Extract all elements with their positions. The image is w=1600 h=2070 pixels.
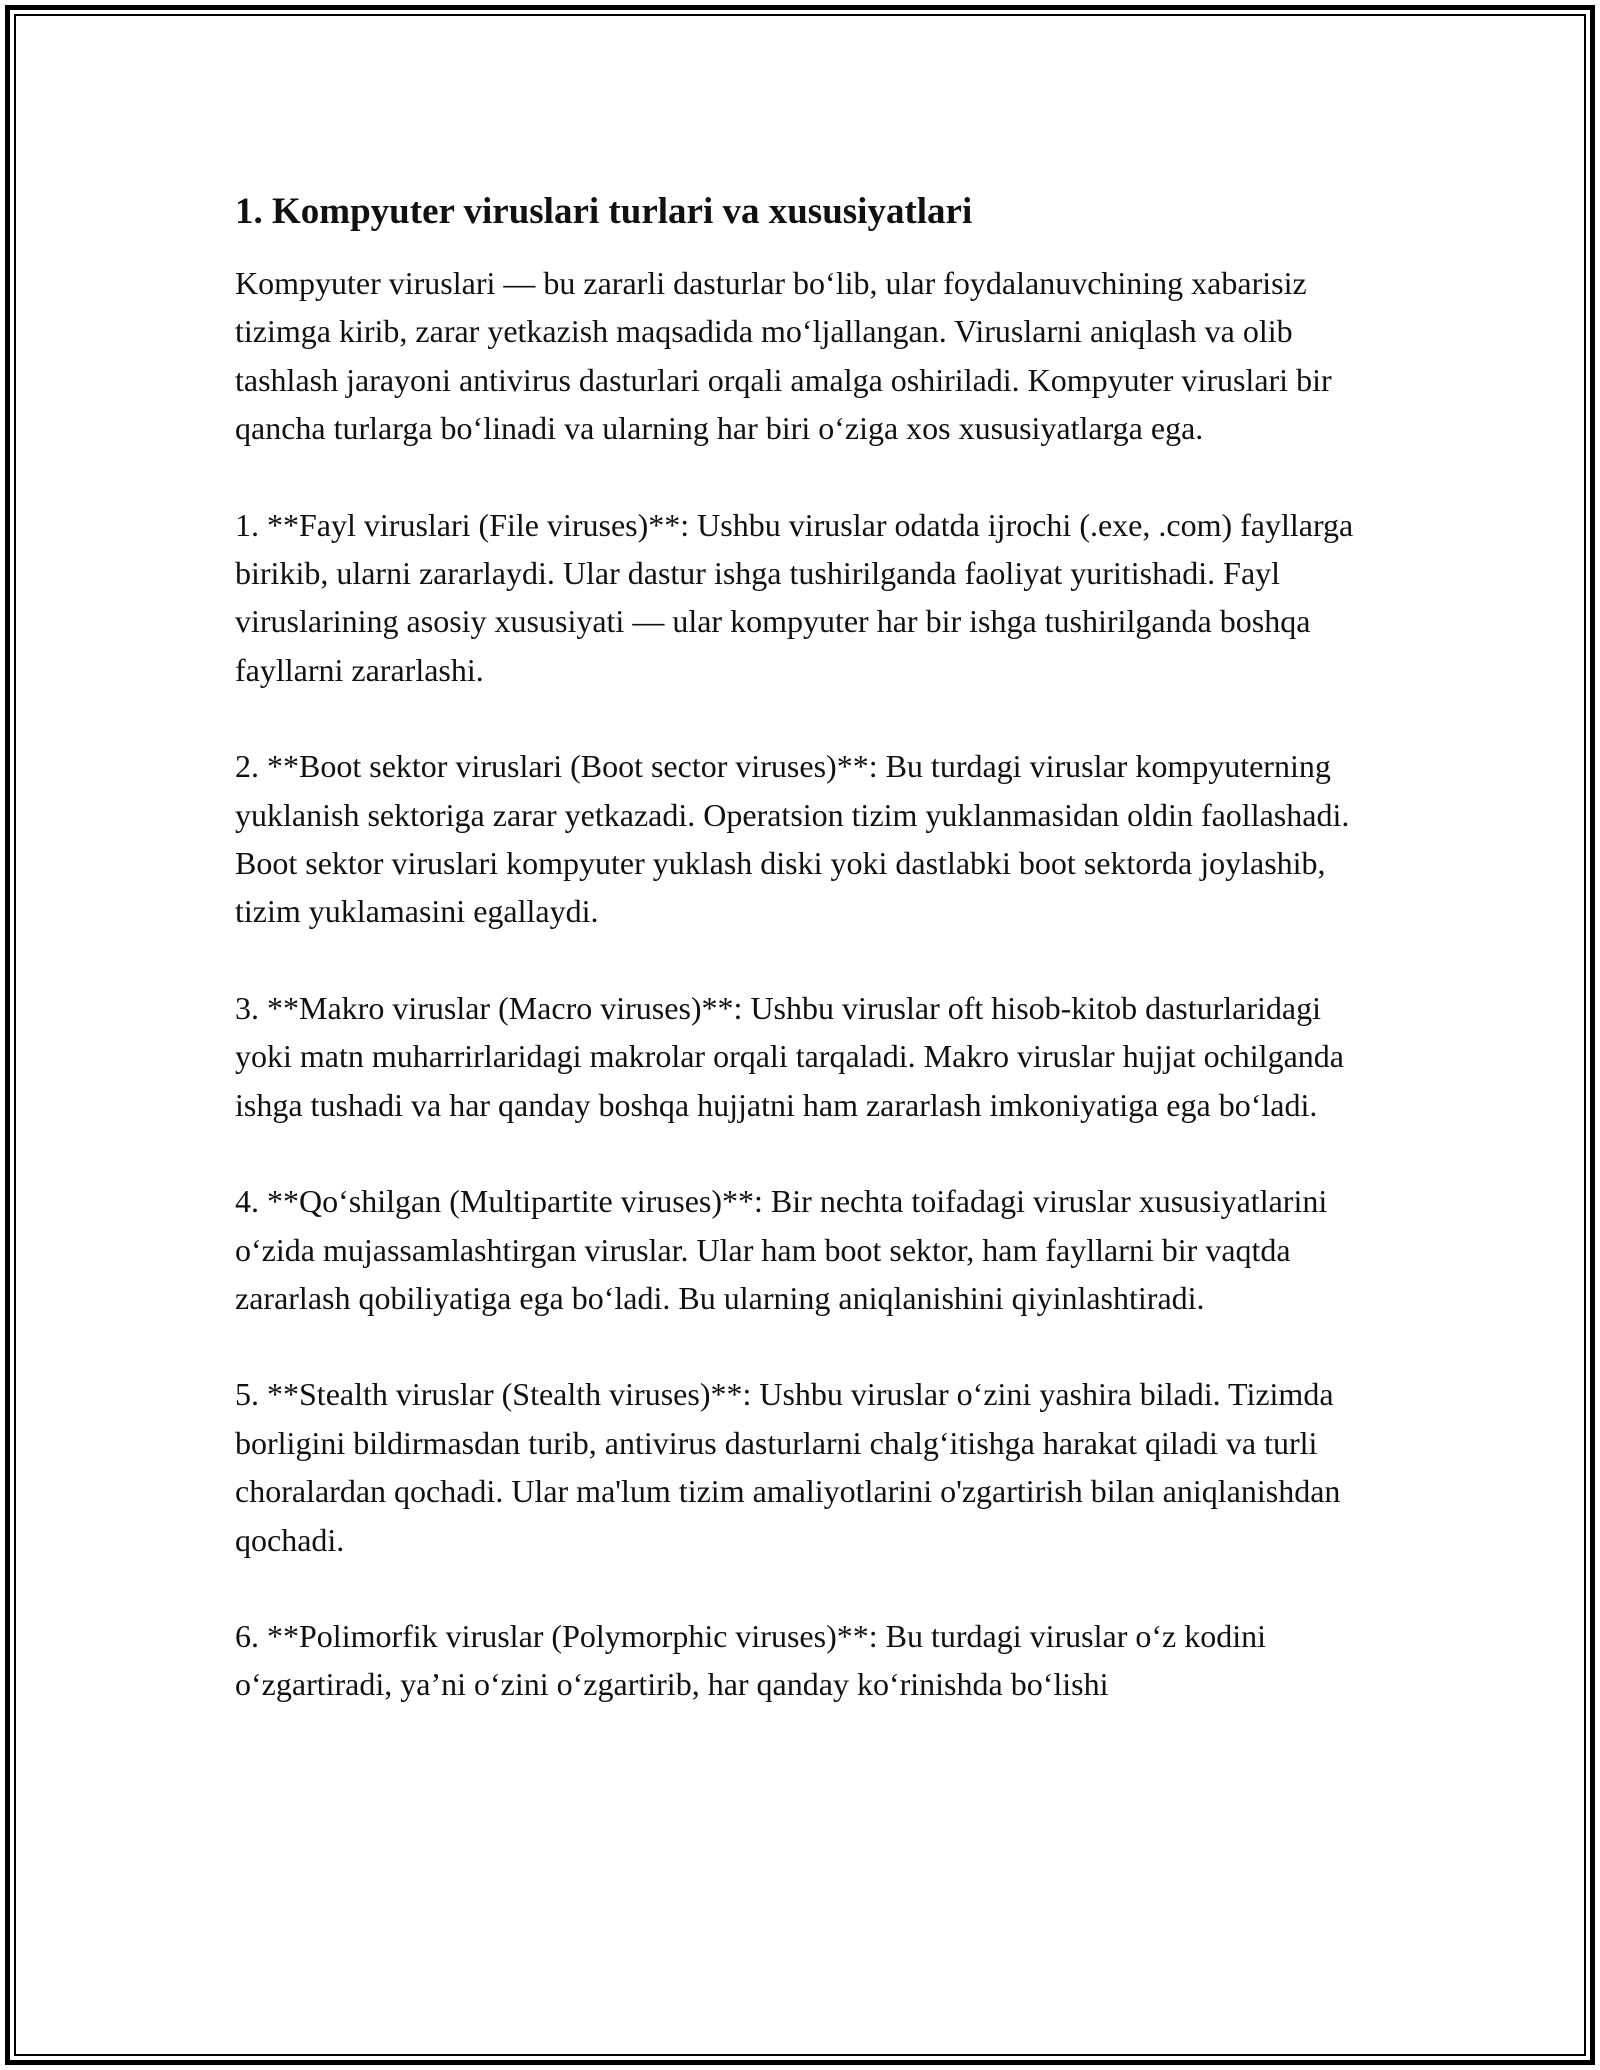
- virus-type-multipartite: 4. **Qo‘shilgan (Multipartite viruses)**: Bir nechta toifadagi viruslar xususiyatlarini o‘zida mujassamlashtirgan viruslar. Ular ham boot sektor, ham fayllarni bir vaqtda zararlash qobiliyatiga ega bo‘ladi. Bu ularning aniqlanishini qiyinlashtiradi.: [235, 1183, 1328, 1316]
- section-heading: 1. Kompyuter viruslari turlari va xususiyatlari: [235, 191, 973, 232]
- virus-type-macro: 3. **Makro viruslar (Macro viruses)**: Ushbu viruslar oft hisob-kitob dasturlaridagi yoki matn muharrirlaridagi makrolar orqali tarqaladi. Makro viruslar hujjat ochilganda ishga tushadi va har qanday boshqa hujjatni ham zararlash imkoniyatiga ega bo‘ladi.: [235, 989, 1344, 1123]
- virus-type-boot-sector: 2. **Boot sektor viruslari (Boot sector viruses)**: Bu turdagi viruslar kompyuterning yuklanish sektoriga zarar yetkazadi. Operatsion tizim yuklanmasidan oldin faollashadi. Boot sektor viruslari kompyuter yuklash diski yoki dastlabki boot sektorda joylashib, tizim yuklamasini egallaydi.: [235, 748, 1350, 930]
- document-body: [235, 185, 1375, 1757]
- virus-type-file: 1. **Fayl viruslari (File viruses)**: Ushbu viruslar odatda ijrochi (.exe, .com) fayllarga birikib, ularni zararlaydi. Ular dastur ishga tushirilganda faoliyat yuritishadi. Fayl viruslarining asosiy xususiyati — ular kompyuter har bir ishga tushirilganda boshqa fayllarni zararlashi.: [235, 506, 1354, 688]
- virus-type-stealth: 5. **Stealth viruslar (Stealth viruses)**: Ushbu viruslar o‘zini yashira biladi. Tizimda borligini bildirmasdan turib, antivirus dasturlarni chalg‘itishga harakat qiladi va turli choralardan qochadi. Ular ma'lum tizim amaliyotlarini o'zgartirish bilan aniqlanishdan qochadi.: [235, 1376, 1341, 1558]
- intro-paragraph: Kompyuter viruslari — bu zararli dasturlar bo‘lib, ular foydalanuvchining xabarisiz tizimga kirib, zarar yetkazish maqsadida mo‘ljallangan. Viruslarni aniqlash va olib tashlash jarayoni antivirus dasturlari orqali amalga oshiriladi. Kompyuter viruslari bir qancha turlarga bo‘linadi va ularning har biri o‘ziga xos xususiyatlarga ega.: [235, 265, 1332, 447]
- virus-type-polymorphic: 6. **Polimorfik viruslar (Polymorphic viruses)**: Bu turdagi viruslar o‘z kodini o‘zgartiradi, ya’ni o‘zini o‘zgartirib, har qanday ko‘rinishda bo‘lishi: [235, 1617, 1266, 1703]
